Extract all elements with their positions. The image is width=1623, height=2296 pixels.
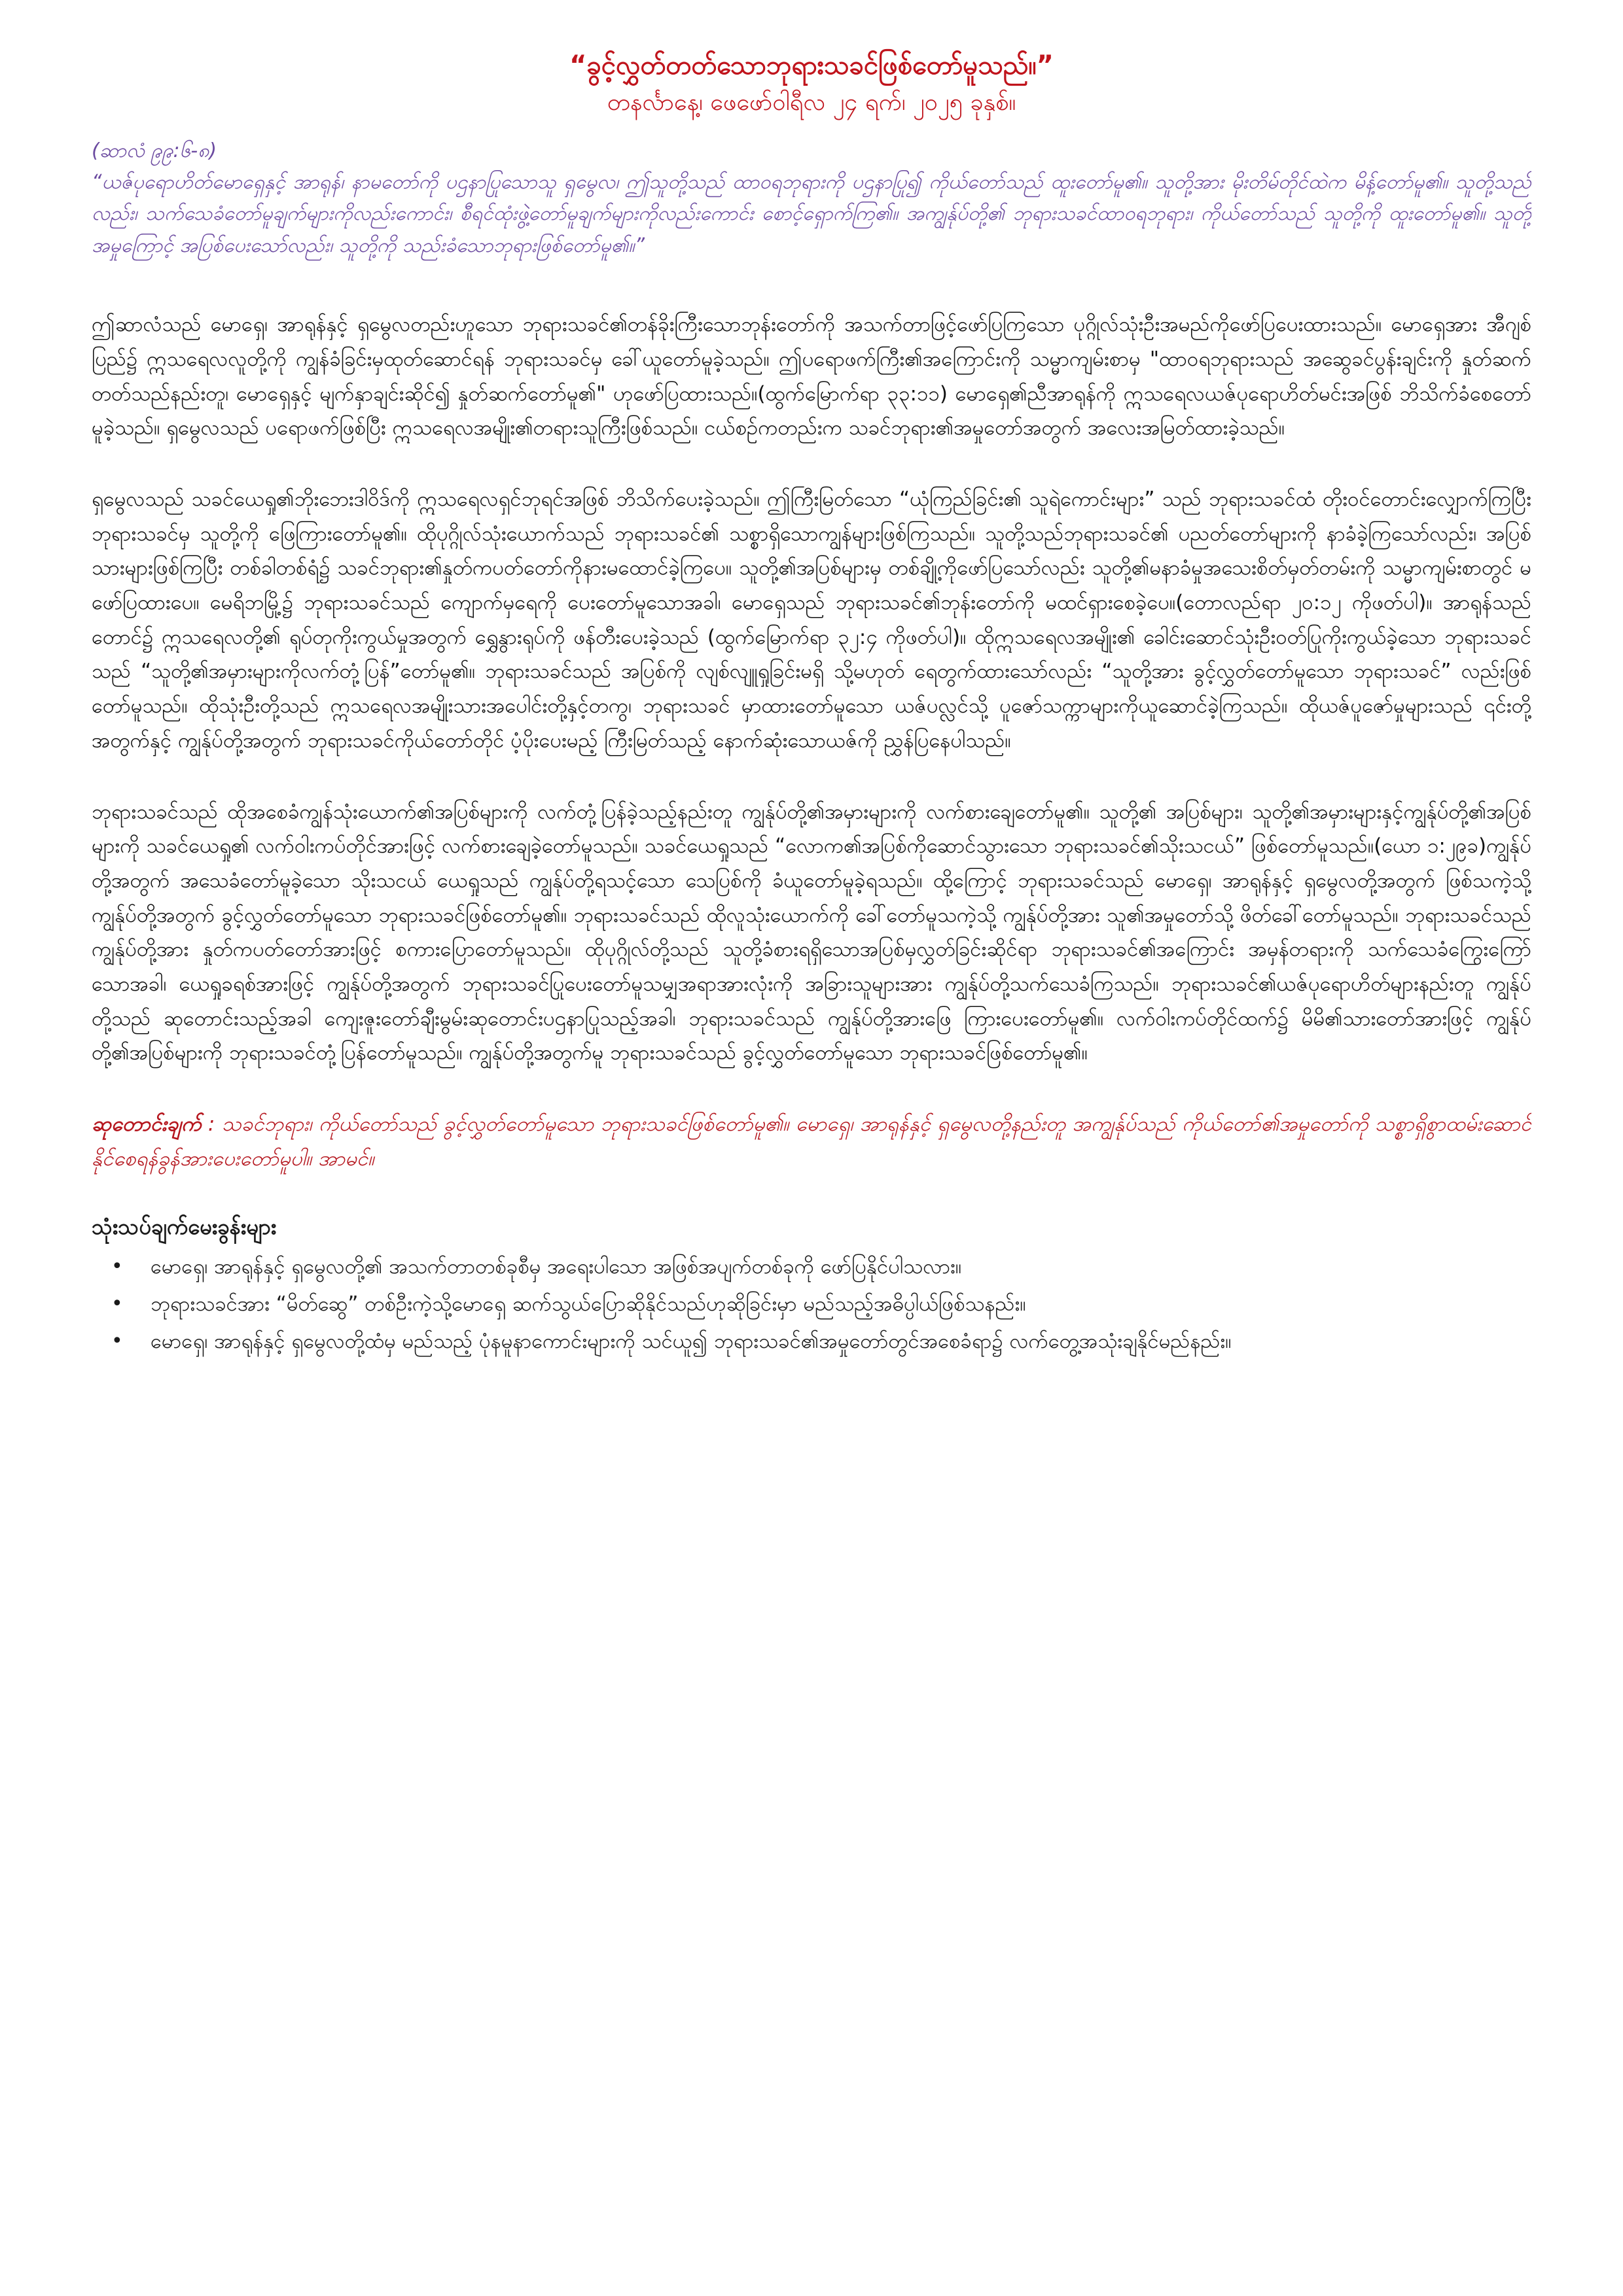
scripture-reference: (ဆာလံ ၉၉:၆-၈) <box>92 139 217 162</box>
prayer-separator: : <box>201 1112 222 1137</box>
scripture-text: “ယဇ်ပုရောဟိတ်မောရှေနှင့် အာရုန်၊ နာမတော်ကို ပဌနာပြုသောသူ ရှမွေလ၊ ဤသူတို့သည် ထာဝရဘုရားကို ပဌနာပြု၍ ကိုယ်တော်သည် ထူးတော်မူ၏။ သူတို့အား မိုးတိမ်တိုင်ထဲက မိန့်တော်မူ၏။ သူတို့သည်လည်း၊ သက်သေခံတော်မူချက်များကိုလည်းကောင်း၊ စီရင်ထုံးဖွဲ့တော်မူချက်များကိုလည်းကောင်း စောင့်ရှောက်ကြ၏။ အကျွန်ုပ်တို့၏ ဘုရားသခင်ထာဝရဘုရား၊ ကိုယ်တော်သည် သူတို့ကို ထူးတော်မူ၏။ သူတို့အမှုကြောင့် အပြစ်ပေးသော်လည်း၊ သူတို့ကို သည်းခံသောဘုရားဖြစ်တော်မူ၏။” <box>92 170 1531 257</box>
page-date: တနင်္လာနေ့၊ ဖေဖော်ဝါရီလ ၂၄ ရက်၊ ၂၀၂၅ ခုနှစ်။ <box>607 89 1016 116</box>
question-text: မောရှေ၊ အာရုန်နှင့် ရှမွေလတို့ထံမှ မည်သည့် ပုံနမူနာကောင်းများကို သင်ယူ၍ ဘုရားသခင်၏အမှုတော်တွင်အစေခံရာ၌ လက်တွေ့အသုံးချနိုင်မည်နည်း။ <box>151 1329 1232 1353</box>
question-item <box>92 1250 1531 1284</box>
questions-heading: သုံးသပ်ချက်မေးခွန်းများ <box>92 1214 277 1240</box>
prayer-text: သခင်ဘုရား၊ ကိုယ်တော်သည် ခွင့်လွှတ်တော်မူသော ဘုရားသခင်ဖြစ်တော်မူ၏။ မောရှေ၊ အာရုန်နှင့် ရှမွေလတို့နည်းတူ အကျွန်ုပ်သည် ကိုယ်တော်၏အမှုတော်ကို သစ္စာရှိစွာထမ်းဆောင်နိုင်စေရန်ခွန်အားပေးတော်မူပါ။ အာမင်။ <box>92 1112 1531 1171</box>
devotional-page <box>92 46 1531 2257</box>
prayer-section <box>92 1107 1531 1176</box>
prayer-label: ဆုတောင်းချက် <box>92 1112 202 1137</box>
question-item <box>92 1287 1531 1322</box>
body-paragraph-2: ရှမွေလသည် သခင်ယေရှု၏ဘိုးဘေးဒါဝိဒ်ကို ဣသရေလရှင်ဘုရင်အဖြစ် ဘိသိက်ပေးခဲ့သည်။ ဤကြီးမြတ်သော “ယုံကြည်ခြင်း၏ သူရဲကောင်းများ” သည် ဘုရားသခင်ထံ တိုးဝင်တောင်းလျှောက်ကြပြီး ဘုရားသခင်မှ သူတို့ကို ဖြေကြားတော်မူ၏။ ထိုပုဂ္ဂိုလ်သုံးယောက်သည် ဘုရားသခင်၏ သစ္စာရှိသောကျွန်များဖြစ်ကြသည်။ သူတို့သည်ဘုရားသခင်၏ ပညတ်တော်များကို နာခံခဲ့ကြသော်လည်း၊ အပြစ်သားများဖြစ်ကြပြီး တစ်ခါတစ်ရံ၌ သခင်ဘုရား၏နှုတ်ကပတ်တော်ကိုနားမထောင်ခဲ့ကြပေ။ သူတို့၏အပြစ်များမှ တစ်ချို့ကိုဖော်ပြသော်လည်း သူတို့၏မနာခံမှုအသေးစိတ်မှတ်တမ်းကို သမ္မာကျမ်းစာတွင် မဖော်ပြထားပေ။ မေရိဘမြို့၌ ဘုရားသခင်သည် ကျောက်မှရေကို ပေးတော်မူသောအခါ၊ မောရှေသည် ဘုရားသခင်၏ဘုန်းတော်ကို မထင်ရှားစေခဲ့ပေ။(တောလည်ရာ ၂၀:၁၂ ကိုဖတ်ပါ)။ အာရုန်သည်တောင်၌ ဣသရေလတို့၏ ရုပ်တုကိုးကွယ်မှုအတွက် ရွှေနွားရုပ်ကို ဖန်တီးပေးခဲ့သည် (ထွက်မြောက်ရာ ၃၂:၄ ကိုဖတ်ပါ)။ ထိုဣသရေလအမျိုး၏ ခေါင်းဆောင်သုံးဦးဝတ်ပြုကိုးကွယ်ခဲ့သော ဘုရားသခင်သည် “သူတို့၏အမှားများကိုလက်တုံ့ပြန်”တော်မူ၏။ ဘုရားသခင်သည် အပြစ်ကို လျစ်လျူရှုခြင်းမရှိ သို့မဟုတ် ရေတွက်ထားသော်လည်း “သူတို့အား ခွင့်လွှတ်တော်မူသော ဘုရားသခင်” လည်းဖြစ်တော်မူသည်။ ထိုသုံးဦးတို့သည် ဣသရေလအမျိုးသားအပေါင်းတို့နှင့်တကွ၊ ဘုရားသခင် မှာထားတော်မူသော ယဇ်ပလ္လင်သို့ ပူဇော်သက္ကာများကိုယူဆောင်ခဲ့ကြသည်။ ထိုယဇ်ပူဇော်မှုများသည် ၎င်းတို့အတွက်နှင့် ကျွန်ုပ်တို့အတွက် ဘုရားသခင်ကိုယ်တော်တိုင် ပံ့ပိုးပေးမည့် ကြီးမြတ်သည့် နောက်ဆုံးသောယဇ်ကို ညွှန်ပြနေပါသည်။ <box>92 487 1531 752</box>
bullet-icon: • <box>111 1292 123 1315</box>
questions-list <box>92 1250 1531 1358</box>
body-paragraph-1: ဤဆာလံသည် မောရှေ၊ အာရုန်နှင့် ရှမွေလတည်းဟူသော ဘုရားသခင်၏တန်ခိုးကြီးသောဘုန်းတော်ကို အသက်တာဖြင့်ဖော်ပြကြသော ပုဂ္ဂိုလ်သုံးဦးအမည်ကိုဖော်ပြပေးထားသည်။ မောရှေအား အီဂျစ်ပြည်၌ ဣသရေလလူတို့ကို ကျွန်ခံခြင်းမှထုတ်ဆောင်ရန် ဘုရားသခင်မှ ခေါ်ယူတော်မူခဲ့သည်။ ဤပရောဖက်ကြီး၏အကြောင်းကို သမ္မာကျမ်းစာမှ "ထာဝရဘုရားသည် အဆွေခင်ပွန်းချင်းကို နှုတ်ဆက်တတ်သည်နည်းတူ၊ မောရှေနှင့် မျက်နှာချင်းဆိုင်၍ နှုတ်ဆက်တော်မူ၏" ဟုဖော်ပြထားသည်။(ထွက်မြောက်ရာ ၃၃:၁၁) မောရှေ၏ညီအာရုန်ကို ဣသရေလယဇ်ပုရောဟိတ်မင်းအဖြစ် ဘိသိက်ခံစေတော်မူခဲ့သည်။ ရှမွေလသည် ပရောဖက်ဖြစ်ပြီး ဣသရေလအမျိုး၏တရားသူကြီးဖြစ်သည်။ ငယ်စဉ်ကတည်းက သခင်ဘုရား၏အမှုတော်အတွက် အလေးအမြတ်ထားခဲ့သည်။ <box>92 313 1531 440</box>
page-title: “ခွင့်လွှတ်တတ်သောဘုရားသခင်ဖြစ်တော်မူသည်။” <box>569 50 1054 80</box>
question-text: ဘုရားသခင်အား “မိတ်ဆွေ” တစ်ဦးကဲ့သို့မောရှေ ဆက်သွယ်ပြောဆိုနိုင်သည်ဟုဆိုခြင်းမှာ မည်သည့်အဓိပ္ပါယ်ဖြစ်သနည်း။ <box>151 1292 1026 1316</box>
bullet-icon: • <box>111 1329 123 1352</box>
question-item <box>92 1324 1531 1359</box>
body-paragraph-3: ဘုရားသခင်သည် ထိုအစေခံကျွန်သုံးယောက်၏အပြစ်များကို လက်တုံ့ပြန်ခဲ့သည့်နည်းတူ ကျွန်ုပ်တို့၏အမှားများကို လက်စားချေတော်မူ၏။ သူတို့၏ အပြစ်များ၊ သူတို့၏အမှားများနှင့်ကျွန်ုပ်တို့၏အပြစ်များကို သခင်ယေရှု၏ လက်ဝါးကပ်တိုင်အားဖြင့် လက်စားချေခဲ့တော်မူသည်။ သခင်ယေရှုသည် “လောက၏အပြစ်ကိုဆောင်သွားသော ဘုရားသခင်၏သိုးသငယ်” ဖြစ်တော်မူသည်။(ယော ၁:၂၉ခ)ကျွန်ုပ်တို့အတွက် အသေခံတော်မူခဲ့သော သိုးသငယ် ယေရှုသည် ကျွန်ုပ်တို့ရသင့်သော သေပြစ်ကို ခံယူတော်မူခဲ့ရသည်။ ထို့ကြောင့် ဘုရားသခင်သည် မောရှေ၊ အာရုန်နှင့် ရှမွေလတို့အတွက် ဖြစ်သကဲ့သို့ ကျွန်ုပ်တို့အတွက် ခွင့်လွှတ်တော်မူသော ဘုရားသခင်ဖြစ်တော်မူ၏။ ဘုရားသခင်သည် ထိုလူသုံးယောက်ကို ခေါ်တော်မူသကဲ့သို့ ကျွန်ုပ်တို့အား သူ၏အမှုတော်သို့ ဖိတ်ခေါ်တော်မူသည်။ ဘုရားသခင်သည် ကျွန်ုပ်တို့အား နှုတ်ကပတ်တော်အားဖြင့် စကားပြောတော်မူသည်။ ထိုပုဂ္ဂိုလ်တို့သည် သူတို့ခံစားရရှိသောအပြစ်မှလွှတ်ခြင်းဆိုင်ရာ ဘုရားသခင်၏အကြောင်း အမှန်တရားကို သက်သေခံကြွေးကြော်သောအခါ၊ ယေရှုခရစ်အားဖြင့် ကျွန်ုပ်တို့အတွက် ဘုရားသခင်ပြုပေးတော်မူသမျှအရာအားလုံးကို အခြားသူများအား ကျွန်ုပ်တို့သက်သေခံကြသည်။ ဘုရားသခင်၏ယဇ်ပုရောဟိတ်များနည်းတူ ကျွန်ုပ်တို့သည် ဆုတောင်းသည့်အခါ ကျေးဇူးတော်ချီးမွမ်းဆုတောင်းပဌနာပြုသည့်အခါ၊ ဘုရားသခင်သည် ကျွန်ုပ်တို့အားဖြေ ကြားပေးတော်မူ၏။ လက်ဝါးကပ်တိုင်ထက်၌ မိမိ၏သားတော်အားဖြင့် ကျွန်ုပ်တို့၏အပြစ်များကို ဘုရားသခင်တုံ့ပြန်တော်မူသည်။ ကျွန်ုပ်တို့အတွက်မူ ဘုရားသခင်သည် ခွင့်လွှတ်တော်မူသော ဘုရားသခင်ဖြစ်တော်မူ၏။ <box>92 800 1531 1065</box>
question-text: မောရှေ၊ အာရုန်နှင့် ရှမွေလတို့၏ အသက်တာတစ်ခုစီမှ အရေးပါသော အဖြစ်အပျက်တစ်ခုကို ဖော်ပြနိုင်ပါသလား။ <box>151 1255 962 1279</box>
bullet-icon: • <box>111 1255 123 1279</box>
